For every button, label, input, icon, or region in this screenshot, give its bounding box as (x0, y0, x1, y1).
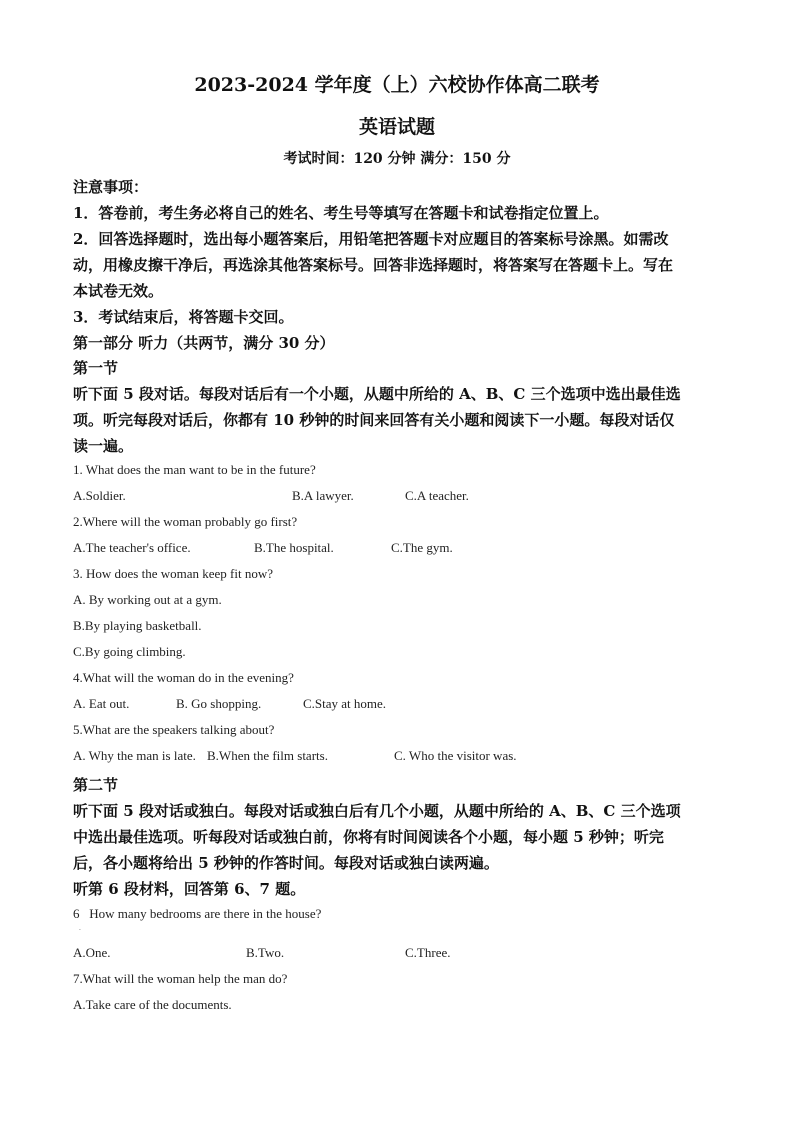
exam-title: 2023-2024 学年度（上）六校协作体高二联考 (194, 74, 600, 96)
section2-instruction-line-2: 中选出最佳选项。听每段对话或独白前，你将有时间阅读各个小题，每小题 5 秒钟；听完 (73, 828, 664, 846)
question-2-stem: 2.Where will the woman probably go first? (73, 514, 298, 529)
question-4-option-b: B. Go shopping. (176, 696, 262, 711)
notice-item-2-line-2: 动，用橡皮擦干净后，再选涂其他答案标号。回答非选择题时，将答案写在答题卡上。写在 (73, 256, 674, 274)
exam-info: 考试时间：120 分钟 满分：150 分 (283, 151, 511, 167)
question-7-option-a: A.Take care of the documents. (73, 997, 232, 1012)
question-1-option-c: C.A teacher. (405, 488, 469, 503)
section1-heading: 第一节 (73, 359, 119, 377)
question-3-stem: 3. How does the woman keep fit now? (73, 566, 274, 581)
question-3-option-c: C.By going climbing. (73, 644, 186, 659)
notice-heading: 注意事项： (73, 178, 149, 196)
question-4-stem: 4.What will the woman do in the evening? (73, 670, 294, 685)
notice-item-3: 3．考试结束后，将答题卡交回。 (73, 308, 294, 326)
question-1-option-a: A.Soldier. (73, 488, 126, 503)
material-6-heading: 听第 6 段材料，回答第 6、7 题。 (73, 880, 306, 898)
question-1-option-b: B.A lawyer. (292, 488, 354, 503)
question-3-option-b: B.By playing basketball. (73, 618, 202, 633)
question-4-option-c: C.Stay at home. (303, 696, 387, 711)
section2-heading: 第二节 (73, 776, 119, 794)
notice-item-2-line-1: 2．回答选择题时，选出每小题答案后，用铅笔把答题卡对应题目的答案标号涂黑。如需改 (73, 230, 669, 248)
section2-instruction-line-3: 后，各小题将给出 5 秒钟的作答时间。每段对话或独白读两遍。 (73, 854, 499, 872)
question-5-option-b: B.When the film starts. (207, 748, 328, 763)
question-6-option-c: C.Three. (405, 945, 451, 960)
question-2-option-b: B.The hospital. (254, 540, 334, 555)
section1-instruction-line-2: 项。听完每段对话后，你都有 10 秒钟的时间来回答有关小题和阅读下一小题。每段对话仅 (73, 411, 675, 429)
notice-item-1: 1．答卷前，考生务必将自己的姓名、考生号等填写在答题卡和试卷指定位置上。 (73, 204, 609, 222)
question-3-option-a: A. By working out at a gym. (73, 592, 222, 607)
question-6-option-a: A.One. (73, 945, 111, 960)
section1-instruction-line-1: 听下面 5 段对话。每段对话后有一个小题，从题中所给的 A、B、C 三个选项中选出最佳选 (73, 385, 681, 403)
question-7-stem: 7.What will the woman help the man do? (73, 971, 288, 986)
question-5-option-c: C. Who the visitor was. (394, 748, 517, 763)
question-1-stem: 1. What does the man want to be in the future? (73, 462, 316, 477)
question-4-option-a: A. Eat out. (73, 696, 130, 711)
question-2-option-c: C.The gym. (391, 540, 453, 555)
section2-instruction-line-1: 听下面 5 段对话或独白。每段对话或独白后有几个小题，从题中所给的 A、B、C 三个选项 (73, 802, 681, 820)
part1-heading: 第一部分 听力（共两节，满分 30 分） (73, 334, 335, 352)
stray-mark: · (79, 927, 81, 934)
notice-item-2-line-3: 本试卷无效。 (73, 282, 164, 300)
question-6-stem: 6 How many bedrooms are there in the house? (73, 906, 322, 921)
question-6-option-b: B.Two. (246, 945, 285, 960)
subject-title: 英语试题 (358, 116, 435, 138)
question-2-option-a: A.The teacher's office. (73, 540, 191, 555)
question-5-stem: 5.What are the speakers talking about? (73, 722, 275, 737)
question-5-option-a: A. Why the man is late. (73, 748, 196, 763)
section1-instruction-line-3: 读一遍。 (73, 437, 134, 455)
